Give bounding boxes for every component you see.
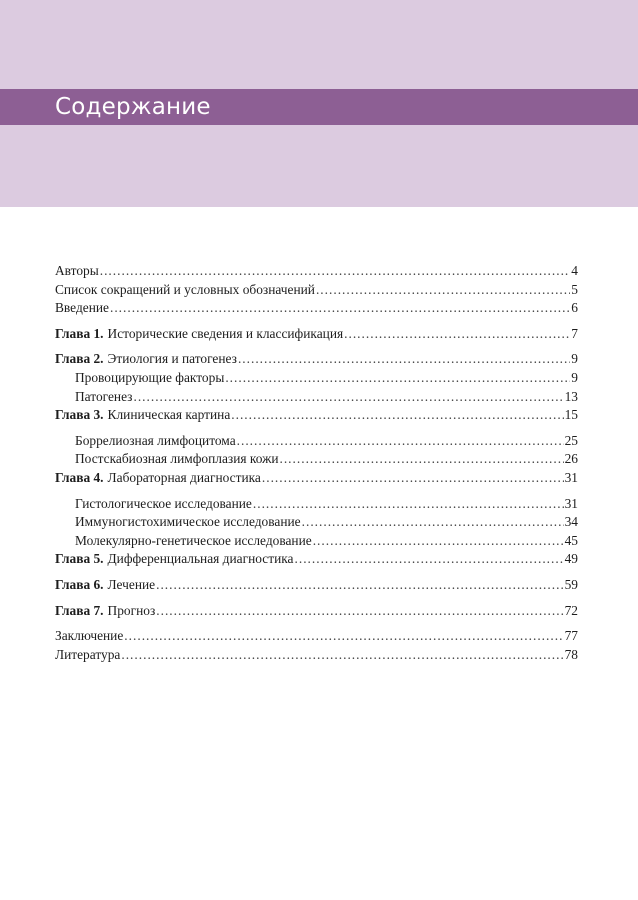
- toc-entry[interactable]: [55, 299, 578, 318]
- toc-entry-title: Патогенез: [75, 388, 133, 404]
- toc-entry-title: Гистологическое исследование: [75, 495, 252, 511]
- toc-page-number: 26: [564, 451, 578, 467]
- toc-page-number: 9: [571, 351, 578, 367]
- dot-leader: [344, 325, 570, 344]
- dot-leader: [253, 495, 564, 514]
- toc-page-number: 31: [564, 495, 578, 511]
- chapter-prefix: Глава 4.: [55, 469, 104, 485]
- toc-page-number: 7: [571, 325, 578, 341]
- toc-chapter[interactable]: [55, 550, 578, 569]
- dot-leader: [313, 532, 564, 551]
- page-title: Содержание: [55, 94, 211, 120]
- toc-subentry[interactable]: [55, 450, 578, 469]
- toc-page-number: 5: [571, 281, 578, 297]
- dot-leader: [302, 513, 564, 532]
- chapter-prefix: Глава 1.: [55, 325, 104, 341]
- toc-chapter[interactable]: [55, 350, 578, 369]
- toc-page-number: 6: [571, 300, 578, 316]
- toc-entry-title: Авторы: [55, 263, 99, 278]
- toc-entry-title: Лечение: [107, 576, 156, 592]
- dot-leader: [231, 406, 563, 425]
- toc-entry-title: Иммуногистохимическое исследование: [75, 514, 301, 530]
- dot-leader: [156, 576, 564, 595]
- toc-entry-title: Литература: [55, 646, 121, 662]
- dot-leader: [295, 550, 564, 569]
- toc-page-number: 45: [564, 532, 578, 548]
- dot-leader: [110, 299, 570, 318]
- toc-subentry[interactable]: [55, 432, 578, 451]
- dot-leader: [279, 450, 563, 469]
- toc-entry-title: Лабораторная диагностика: [107, 469, 261, 485]
- toc-page-number: 9: [571, 369, 578, 385]
- toc-page-number: 25: [564, 432, 578, 448]
- toc-page-number: 31: [564, 469, 578, 485]
- chapter-prefix: Глава 2.: [55, 351, 104, 367]
- toc-subentry[interactable]: [55, 495, 578, 514]
- dot-leader: [262, 469, 564, 488]
- dot-leader: [100, 262, 571, 281]
- toc-subentry[interactable]: [55, 532, 578, 551]
- dot-leader: [316, 281, 570, 300]
- toc-page-number: 4: [571, 263, 578, 278]
- toc-page-number: 49: [564, 551, 578, 567]
- dot-leader: [156, 602, 563, 621]
- dot-leader: [238, 350, 570, 369]
- toc-entry-title: Заключение: [55, 628, 124, 644]
- toc-page-number: 77: [564, 628, 578, 644]
- toc-page-number: 72: [564, 602, 578, 618]
- table-of-contents: [55, 262, 578, 664]
- dot-leader: [237, 432, 564, 451]
- toc-entry-title: Боррелиозная лимфоцитома: [75, 432, 236, 448]
- chapter-prefix: Глава 3.: [55, 407, 104, 423]
- toc-subentry[interactable]: [55, 369, 578, 388]
- chapter-prefix: Глава 6.: [55, 576, 104, 592]
- toc-chapter[interactable]: [55, 602, 578, 621]
- dot-leader: [133, 388, 563, 407]
- toc-entry[interactable]: [55, 281, 578, 300]
- chapter-prefix: Глава 5.: [55, 551, 104, 567]
- toc-entry-title: Список сокращений и условных обозначений: [55, 281, 315, 297]
- toc-entry-title: Исторические сведения и классификация: [107, 325, 344, 341]
- toc-chapter[interactable]: [55, 469, 578, 488]
- dot-leader: [121, 646, 563, 665]
- toc-entry-title: Прогноз: [107, 602, 156, 618]
- dot-leader: [225, 369, 570, 388]
- toc-page-number: 13: [564, 388, 578, 404]
- toc-entry[interactable]: [55, 262, 578, 281]
- toc-entry[interactable]: [55, 646, 578, 665]
- toc-entry-title: Молекулярно-генетическое исследование: [75, 532, 312, 548]
- toc-entry[interactable]: [55, 627, 578, 646]
- toc-page-number: 15: [564, 407, 578, 423]
- toc-page-number: 59: [564, 576, 578, 592]
- toc-page-number: 34: [564, 514, 578, 530]
- toc-entry-title: Дифференциальная диагностика: [107, 551, 294, 567]
- toc-subentry[interactable]: [55, 513, 578, 532]
- toc-chapter[interactable]: [55, 406, 578, 425]
- toc-chapter[interactable]: [55, 325, 578, 344]
- toc-chapter[interactable]: [55, 576, 578, 595]
- toc-entry-title: Этиология и патогенез: [107, 351, 237, 367]
- toc-entry-title: Клиническая картина: [107, 407, 231, 423]
- dot-leader: [124, 627, 563, 646]
- toc-page-number: 78: [564, 646, 578, 662]
- toc-entry-title: Введение: [55, 300, 109, 316]
- toc-entry-title: Провоцирующие факторы: [75, 369, 225, 385]
- toc-subentry[interactable]: [55, 388, 578, 407]
- toc-entry-title: Постскабиозная лимфоплазия кожи: [75, 451, 279, 467]
- chapter-prefix: Глава 7.: [55, 602, 104, 618]
